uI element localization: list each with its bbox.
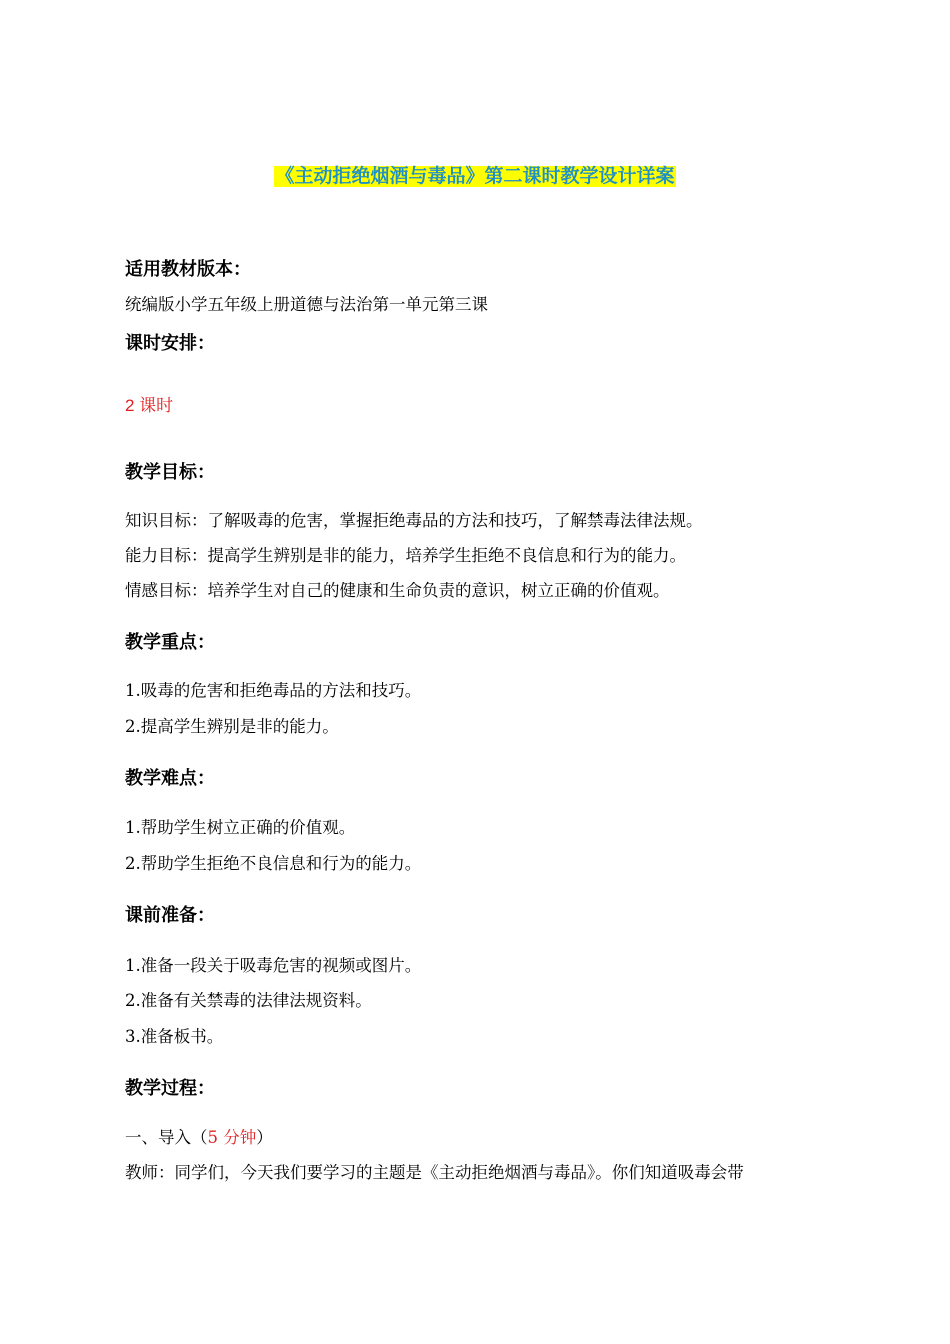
- document-title: [0, 164, 950, 190]
- preparation-item: 3.准备板书。: [125, 1027, 224, 1046]
- key-point-item: 2.提高学生辨别是非的能力。: [125, 717, 339, 736]
- goals-heading: 教学目标：: [125, 462, 215, 482]
- schedule-heading: 课时安排：: [125, 333, 215, 353]
- difficulties-heading: 教学难点：: [125, 768, 215, 788]
- difficulty-item: 2.帮助学生拒绝不良信息和行为的能力。: [125, 854, 422, 873]
- preparation-heading: 课前准备：: [125, 905, 215, 925]
- title-highlight: 《主动拒绝烟酒与毒品》第二课时教学设计详案: [275, 166, 675, 187]
- preparation-item: 2.准备有关禁毒的法律法规资料。: [125, 991, 372, 1010]
- key-points-heading: 教学重点：: [125, 632, 215, 652]
- goal-item-ability: 能力目标：提高学生辨别是非的能力，培养学生拒绝不良信息和行为的能力。: [125, 546, 686, 565]
- step-time: 5 分钟: [207, 1128, 257, 1147]
- step-prefix: 一、导入（: [125, 1128, 208, 1147]
- process-heading: 教学过程：: [125, 1078, 215, 1098]
- teacher-line: 教师：同学们，今天我们要学习的主题是《主动拒绝烟酒与毒品》。你们知道吸毒会带: [125, 1163, 744, 1182]
- goal-item-emotion: 情感目标：培养学生对自己的健康和生命负责的意识，树立正确的价值观。: [125, 581, 670, 600]
- difficulty-item: 1.帮助学生树立正确的价值观。: [125, 818, 356, 837]
- goal-item-knowledge: 知识目标：了解吸毒的危害，掌握拒绝毒品的方法和技巧，了解禁毒法律法规。: [125, 511, 703, 530]
- textbook-value: 统编版小学五年级上册道德与法治第一单元第三课: [125, 295, 488, 314]
- process-step-intro: [125, 1127, 273, 1149]
- key-point-item: 1.吸毒的危害和拒绝毒品的方法和技巧。: [125, 681, 422, 700]
- preparation-item: 1.准备一段关于吸毒危害的视频或图片。: [125, 956, 422, 975]
- schedule-value: 2 课时: [125, 396, 174, 415]
- step-suffix: ）: [256, 1128, 273, 1147]
- textbook-heading: 适用教材版本：: [125, 259, 251, 279]
